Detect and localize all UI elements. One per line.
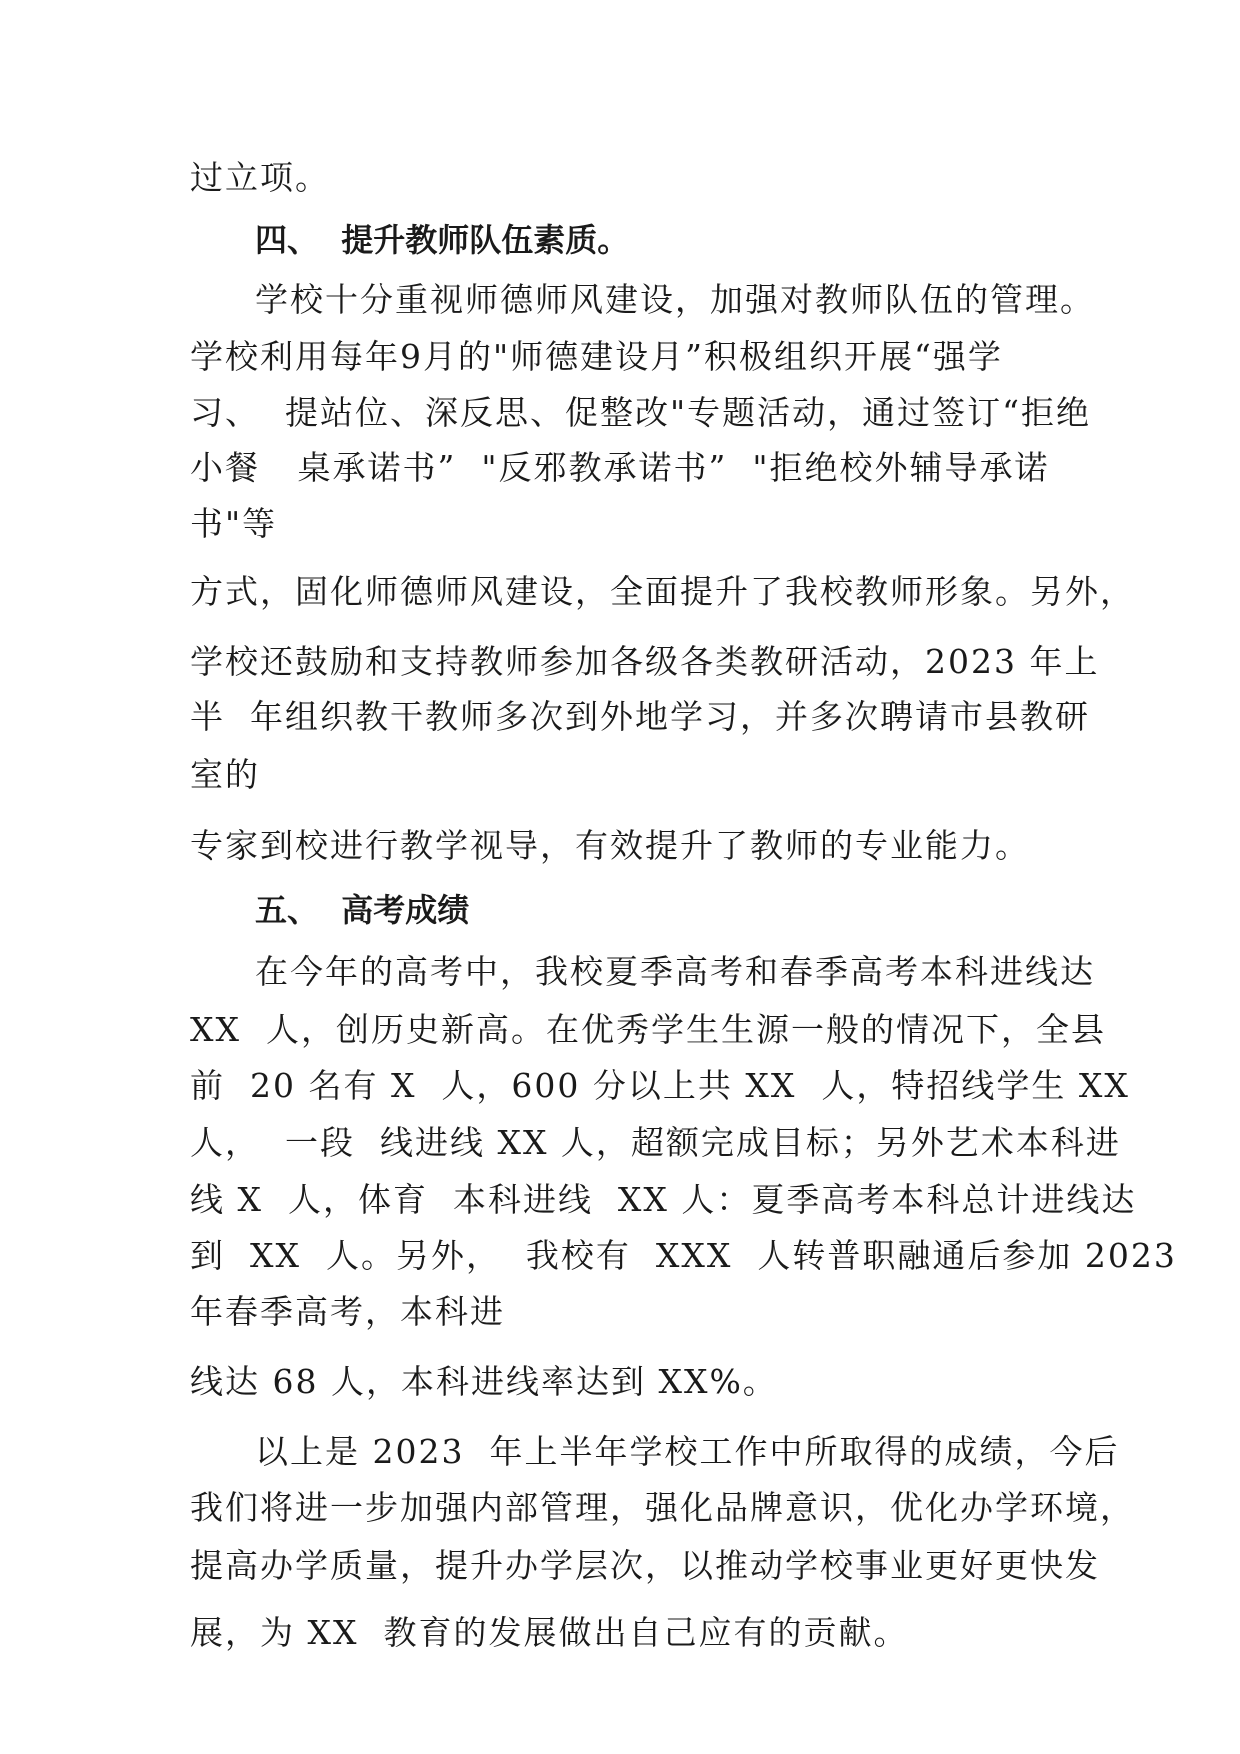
section-heading-five: 五、 高考成绩 (255, 891, 470, 929)
text-line: 前 20 名有 X 人，600 分以上共 XX 人，特招线学生 XX (190, 1066, 1130, 1105)
text-line: 专家到校进行教学视导，有效提升了教师的专业能力。 (190, 826, 1030, 865)
section-heading-four: 四、 提升教师队伍素质。 (255, 221, 630, 259)
text-line: 习、 提站位、深反思、促整改"专题活动，通过签订“拒绝 (190, 393, 1092, 432)
text-line: 室的 (190, 755, 260, 794)
text-line: 线达 68 人，本科进线率达到 XX%。 (190, 1362, 778, 1401)
text-line: 半 年组织教干教师多次到外地学习，并多次聘请市县教研 (190, 697, 1090, 736)
text-line: 学校还鼓励和支持教师参加各级各类教研活动，2023 年上 (190, 642, 1100, 681)
text-line: 年春季高考，本科进 (190, 1292, 505, 1331)
text-line: 小餐 桌承诺书” "反邪教承诺书” "拒绝校外辅导承诺 (190, 448, 1050, 487)
text-line: XX 人，创历史新高。在优秀学生生源一般的情况下，全县 (190, 1010, 1106, 1049)
text-line: 展，为 XX 教育的发展做出自己应有的贡献。 (190, 1613, 909, 1652)
text-line: 提高办学质量，提升办学层次，以推动学校事业更好更快发 (190, 1546, 1100, 1585)
text-line: 到 XX 人。另外， 我校有 XXX 人转普职融通后参加 2023 (190, 1236, 1177, 1275)
text-line: 人， 一段 线进线 XX 人，超额完成目标；另外艺术本科进 (190, 1123, 1121, 1162)
text-line: 以上是 2023 年上半年学校工作中所取得的成绩，今后 (255, 1432, 1120, 1471)
text-line: 方式，固化师德师风建设，全面提升了我校教师形象。另外， (190, 572, 1135, 611)
text-line: 线 X 人，体育 本科进线 XX 人：夏季高考本科总计进线达 (190, 1180, 1137, 1219)
text-line: 书"等 (190, 504, 278, 543)
text-line: 学校十分重视师德师风建设，加强对教师队伍的管理。 (255, 280, 1095, 319)
text-line: 学校利用每年9月的"师德建设月”积极组织开展“强学 (190, 337, 1003, 376)
text-line: 过立项。 (190, 158, 330, 197)
text-line: 在今年的高考中，我校夏季高考和春季高考本科进线达 (255, 952, 1095, 991)
text-line: 我们将进一步加强内部管理，强化品牌意识，优化办学环境， (190, 1488, 1135, 1527)
